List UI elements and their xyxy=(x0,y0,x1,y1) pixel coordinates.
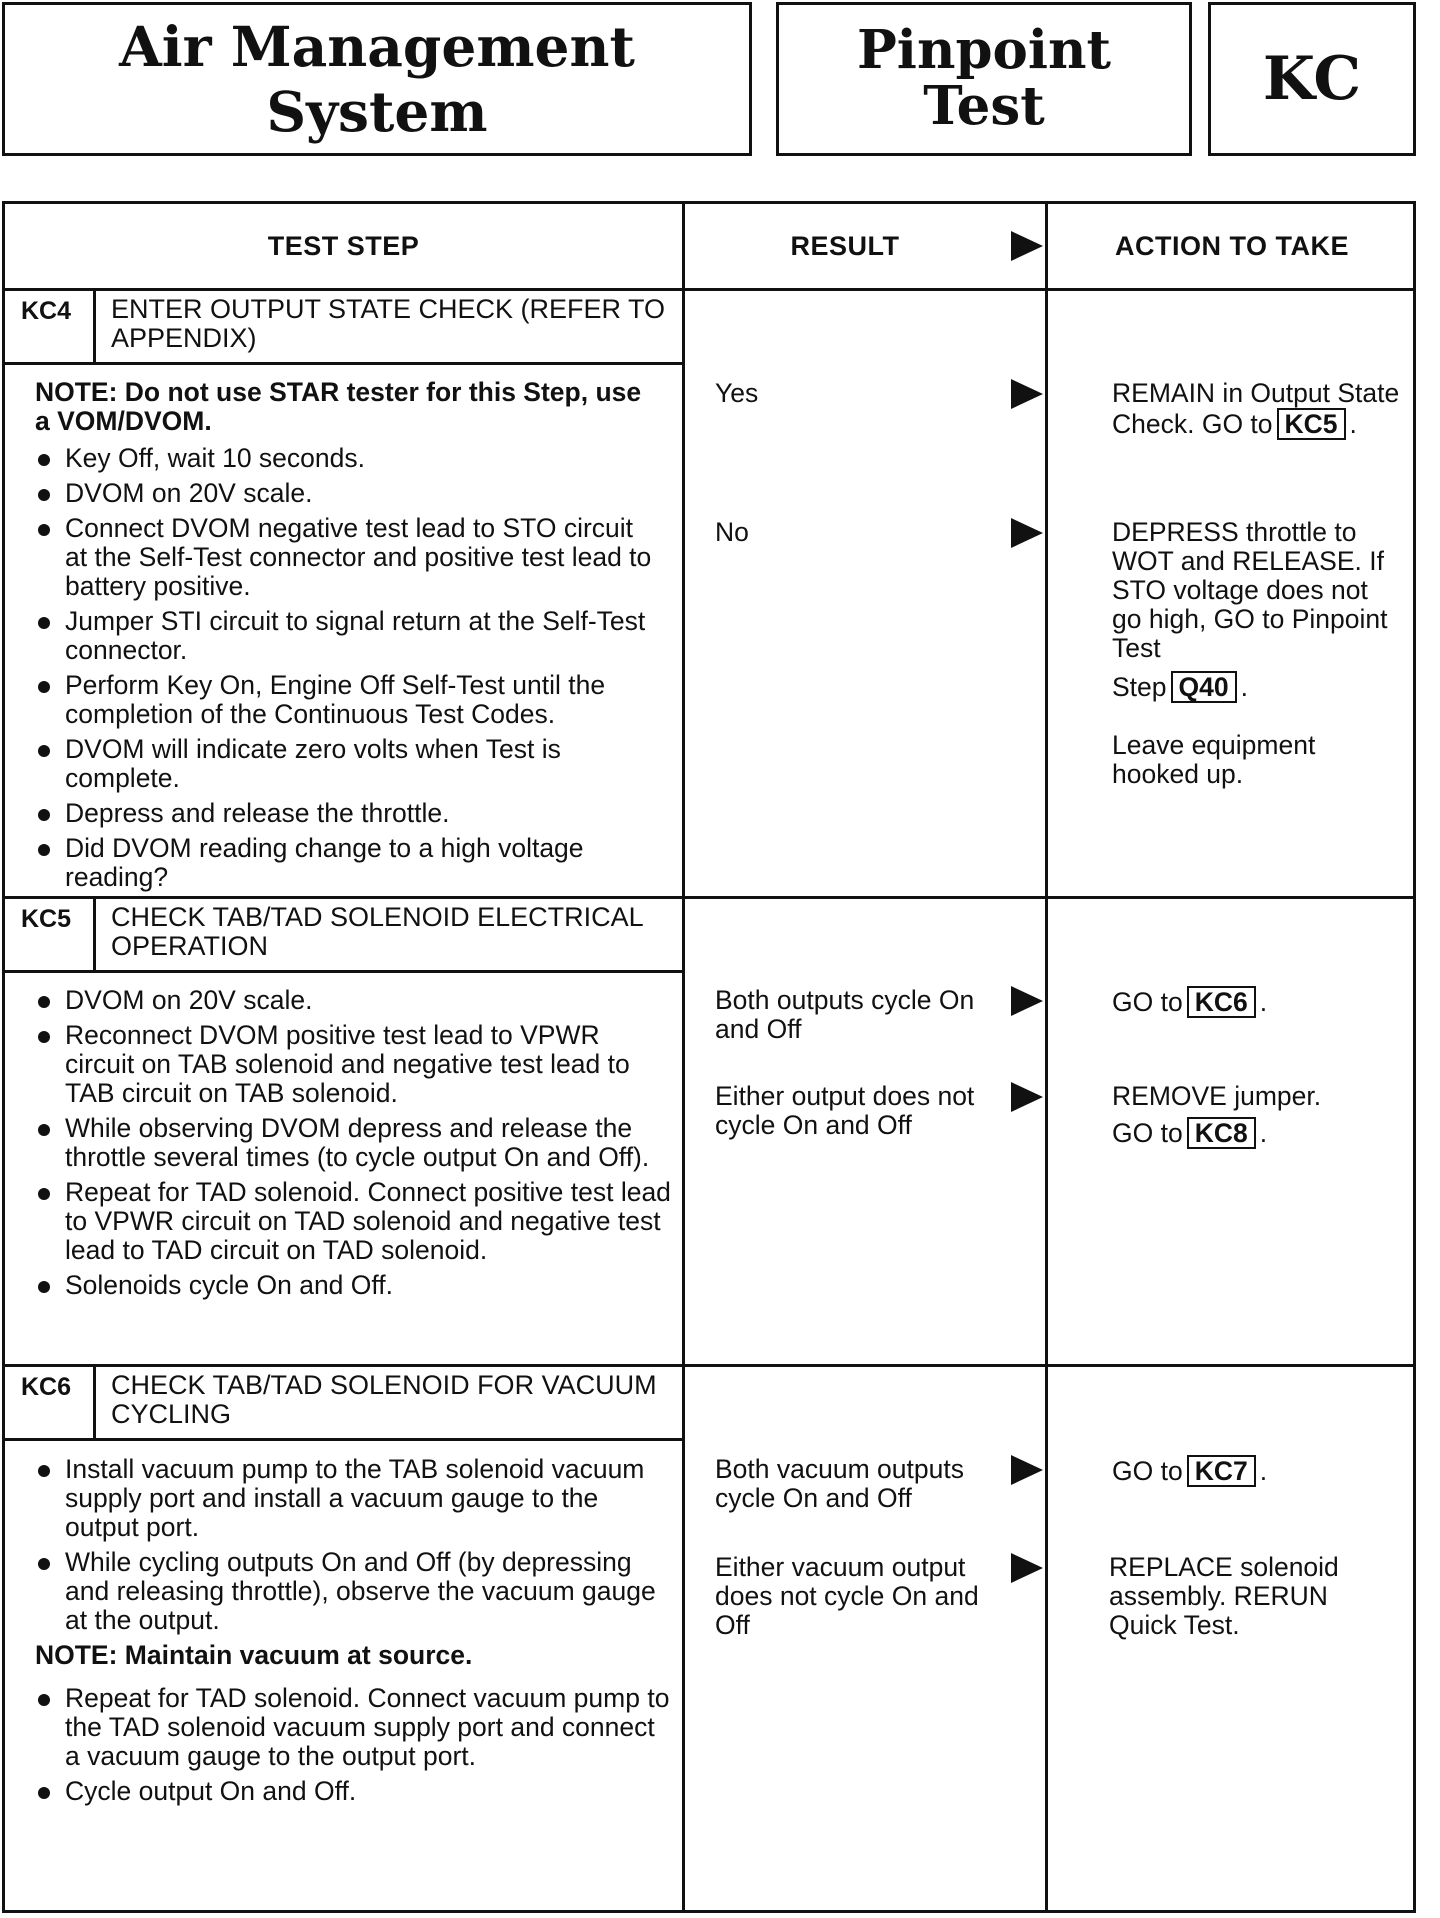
action-kc6-1 xyxy=(1112,1455,1402,1487)
action-kc6-2: REPLACE solenoid assembly. RERUN Quick Test. xyxy=(1109,1552,1339,1640)
list-item: While observing DVOM depress and release the throttle several times (to cycle output On and Off). xyxy=(35,1114,675,1172)
step-word: Step xyxy=(1112,672,1167,702)
step-divider xyxy=(5,896,1413,899)
step-body-kc6 xyxy=(35,1455,675,1812)
period: . xyxy=(1240,672,1248,702)
result-both-outputs: Both outputs cycle On and Off xyxy=(715,985,975,1044)
test-code: KC xyxy=(1208,2,1416,156)
action-line: REMOVE jumper. xyxy=(1112,1081,1322,1111)
pinpoint-line1: Pinpoint xyxy=(856,19,1112,82)
step-title-kc4: ENTER OUTPUT STATE CHECK (REFER TO APPENDIX) xyxy=(111,294,666,353)
step-id-divider xyxy=(93,896,96,971)
arrow-icon xyxy=(1011,518,1043,548)
step-id-divider xyxy=(93,288,96,363)
step-title-divider xyxy=(5,970,682,973)
step-title-kc5: CHECK TAB/TAD SOLENOID ELECTRICAL OPERATION xyxy=(111,902,643,961)
action-text: GO to xyxy=(1112,1456,1183,1486)
list-item: Did DVOM reading change to a high voltage reading? xyxy=(35,834,655,892)
bullet-list-kc5 xyxy=(35,986,675,1300)
result-yes: Yes xyxy=(715,378,759,408)
pinpoint-table xyxy=(2,201,1416,1913)
action-text: GO to xyxy=(1112,987,1183,1017)
column-divider xyxy=(682,204,685,1910)
step-title-kc6: CHECK TAB/TAD SOLENOID FOR VACUUM CYCLING xyxy=(111,1370,657,1429)
action-text: DEPRESS throttle to WOT and RELEASE. If STO voltage does not go high, GO to Pinpoint Test xyxy=(1112,517,1388,663)
step-id-kc5: KC5 xyxy=(21,905,72,933)
note-kc6: NOTE: Maintain vacuum at source. xyxy=(35,1640,473,1670)
step-ref-kc7[interactable]: KC7 xyxy=(1187,1455,1256,1487)
bullet-list-kc4 xyxy=(35,444,655,892)
list-item: Solenoids cycle On and Off. xyxy=(35,1271,675,1300)
step-ref-q40[interactable]: Q40 xyxy=(1171,671,1237,703)
action-text: GO to xyxy=(1112,1118,1183,1148)
step-id-kc6: KC6 xyxy=(21,1373,72,1401)
result-either-output: Either output does not cycle On and Off xyxy=(715,1081,975,1140)
list-item: Repeat for TAD solenoid. Connect positive test lead to VPWR circuit on TAD solenoid and negative test lead to TAD circuit on TAD solenoid. xyxy=(35,1178,675,1265)
step-divider xyxy=(5,1364,1413,1367)
list-item: Install vacuum pump to the TAB solenoid vacuum supply port and install a vacuum gauge to the output port. xyxy=(35,1455,675,1542)
action-no-kc4 xyxy=(1112,518,1402,789)
pinpoint-test-label xyxy=(776,2,1192,156)
step-title-divider xyxy=(5,1438,682,1441)
header-divider xyxy=(5,288,1413,291)
step-ref-kc5[interactable]: KC5 xyxy=(1277,408,1346,440)
period: . xyxy=(1259,987,1268,1017)
column-header-action: ACTION TO TAKE xyxy=(1115,231,1349,261)
list-item: DVOM on 20V scale. xyxy=(35,479,655,508)
list-item: Repeat for TAD solenoid. Connect vacuum pump to the TAD solenoid vacuum supply port and connect a vacuum gauge to the output port. xyxy=(35,1684,675,1771)
action-kc5-2 xyxy=(1112,1082,1402,1149)
step-id-divider xyxy=(93,1364,96,1439)
list-item: Connect DVOM negative test lead to STO circuit at the Self-Test connector and positive test lead to battery positive. xyxy=(35,514,655,601)
step-id-kc4: KC4 xyxy=(21,297,72,325)
list-item: Key Off, wait 10 seconds. xyxy=(35,444,655,473)
step-ref-kc6[interactable]: KC6 xyxy=(1187,986,1256,1018)
result-both-vacuum: Both vacuum outputs cycle On and Off xyxy=(715,1454,964,1513)
result-either-vacuum: Either vacuum output does not cycle On and Off xyxy=(715,1552,979,1640)
step-ref-kc8[interactable]: KC8 xyxy=(1187,1117,1256,1149)
action-extra: Leave equipment hooked up. xyxy=(1112,730,1316,789)
period: . xyxy=(1259,1456,1268,1486)
list-item: DVOM on 20V scale. xyxy=(35,986,675,1015)
period: . xyxy=(1349,409,1357,439)
action-goto-line xyxy=(1112,1117,1402,1149)
arrow-icon xyxy=(1011,1455,1043,1485)
action-kc5-1 xyxy=(1112,986,1402,1018)
action-text: REMAIN in Output State Check. GO to xyxy=(1112,378,1400,439)
step-body-kc5 xyxy=(35,986,675,1306)
arrow-icon xyxy=(1011,1082,1043,1112)
column-header-result xyxy=(685,204,1045,289)
list-item: While cycling outputs On and Off (by depressing and releasing throttle), observe the vacuum gauge at the output. xyxy=(35,1548,675,1635)
page-title: Air Management System xyxy=(2,2,752,156)
note-kc4: NOTE: Do not use STAR tester for this Step, use a VOM/DVOM. xyxy=(35,377,642,436)
result-header-label: RESULT xyxy=(790,231,900,261)
pinpoint-line2: Test xyxy=(923,75,1045,137)
period: . xyxy=(1259,1118,1268,1148)
step-title-divider xyxy=(5,362,682,365)
list-item: Jumper STI circuit to signal return at the Self-Test connector. xyxy=(35,607,655,665)
result-no: No xyxy=(715,517,749,547)
list-item: Depress and release the throttle. xyxy=(35,799,655,828)
column-header-test-step: TEST STEP xyxy=(267,231,420,261)
list-item: Reconnect DVOM positive test lead to VPWR circuit on TAB solenoid and negative test lead to TAB circuit on TAB solenoid. xyxy=(35,1021,675,1108)
arrow-icon xyxy=(1011,1553,1043,1583)
list-item: Cycle output On and Off. xyxy=(35,1777,675,1806)
list-item: Perform Key On, Engine Off Self-Test until the completion of the Continuous Test Codes. xyxy=(35,671,655,729)
bullet-list-kc6-b xyxy=(35,1684,675,1806)
list-item: DVOM will indicate zero volts when Test is complete. xyxy=(35,735,655,793)
column-divider xyxy=(1045,204,1048,1910)
action-step-line xyxy=(1112,671,1402,703)
arrow-icon xyxy=(1011,379,1043,409)
arrow-icon xyxy=(1011,231,1043,261)
step-body-kc4 xyxy=(35,378,655,898)
arrow-icon xyxy=(1011,986,1043,1016)
bullet-list-kc6-a xyxy=(35,1455,675,1635)
action-yes-kc4 xyxy=(1112,379,1402,440)
